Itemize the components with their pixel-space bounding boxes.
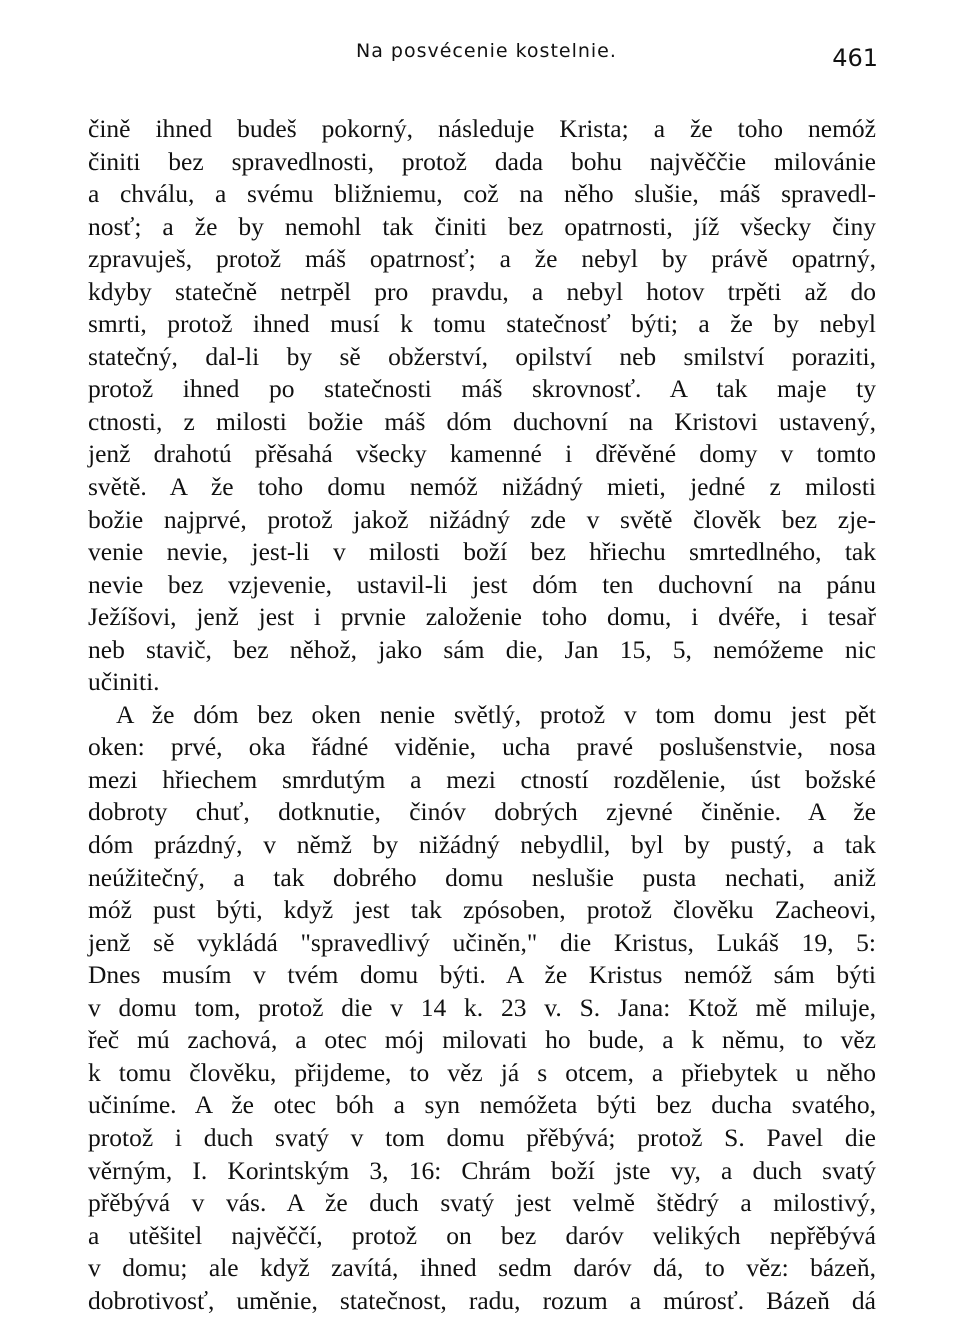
text-line: jenž drahotú přěsahá všecky kamenné i dřěvěné domy v tomto — [88, 439, 876, 469]
text-line: neb stavič, bez něhož, jako sám die, Jan 15, 5, nemóžeme nic — [88, 634, 876, 664]
text-line: světě. A že toho domu nemóž nižádný mieti, jedné z milosti — [88, 472, 876, 502]
text-line: čině ihned budeš pokorný, následuje Krista; a že toho nemóž — [88, 114, 876, 143]
text-line: móž pust býti, když jest tak zpósoben, protož člověku Zacheovi, — [88, 895, 876, 925]
text-line: a chválu, a svému bližniemu, což na něho slušie, máš spravedl- — [88, 179, 876, 209]
page-number: 461 — [832, 44, 878, 72]
text-line: věrným, I. Korintským 3, 16: Chrám boží jste vy, a duch svatý — [88, 1155, 876, 1185]
text-line: božie najprvé, protož jakož nižádný zde v světě člověk bez zje- — [88, 504, 876, 534]
text-line: dóm prázdný, v němž by nižádný nebydlil, byl by pustý, a tak — [88, 830, 876, 860]
text-line: učiníme. A že otec bóh a syn nemóžeta býti bez ducha svatého, — [88, 1090, 876, 1120]
text-line: neúžitečný, a tak dobrého domu neslušie pusta nechati, aniž — [88, 862, 876, 892]
text-line: řeč mú zachová, a otec mój milovati ho bude, a k němu, to věz — [88, 1025, 876, 1055]
text-line: kdyby statečně netrpěl pro pravdu, a nebyl hotov trpěti až do — [88, 276, 876, 306]
text-line: učiniti. — [88, 667, 160, 697]
running-title: Na posvécenie kostelnie. — [356, 40, 617, 62]
text-line: nevie bez vzjevenie, ustavil-li jest dóm ten duchovní na pánu — [88, 569, 876, 599]
text-line: a utěšitel najvěččí, protož on bez daróv velikých nepřěbývá — [88, 1220, 876, 1250]
text-line: v domu; ale když zavítá, ihned sedm daróv dá, to věz: bázeň, — [88, 1253, 876, 1283]
text-line: k tomu člověku, přijdeme, to věz já s otcem, a přiebytek u něho — [88, 1057, 876, 1087]
paragraph-1 — [88, 113, 876, 699]
text-line: zpravuješ, protož máš opatrnosť; a že nebyl by právě opatrný, — [88, 244, 876, 274]
text-line: dobrotivosť, uměnie, statečnost, radu, rozum a múrosť. Bázeň dá — [88, 1285, 876, 1315]
text-line: dobroty chuť, dotknutie, činóv dobrých zjevné činěnie. A že — [88, 797, 876, 827]
text-line: přěbývá v vás. A že duch svatý jest velmě štědrý a milostivý, — [88, 1188, 876, 1218]
text-line: venie nevie, jest-li v milosti boží bez hřiechu smrtedlného, tak — [88, 537, 876, 567]
text-line: statečný, dal-li by sě obžerství, opilství neb smilství poraziti, — [88, 341, 876, 371]
text-line: A že dóm bez oken nenie světlý, protož v tom domu jest pět — [116, 699, 876, 729]
text-line: Dnes musím v tvém domu býti. A že Kristus nemóž sám býti — [88, 960, 876, 990]
text-line: jenž sě vykládá "spravedlivý učiněn," die Kristus, Lukáš 19, 5: — [88, 927, 876, 957]
paragraph-2 — [88, 699, 876, 1317]
text-line: v domu tom, protož die v 14 k. 23 v. S. Jana: Ktož mě miluje, — [88, 992, 876, 1022]
text-line: protož ihned po statečnosti máš skrovnosť. A tak maje ty — [88, 374, 876, 404]
text-line: smrti, protož ihned musí k tomu statečnosť býti; a že by nebyl — [88, 309, 876, 339]
text-line: Ježíšovi, jenž jest i prvnie založenie toho domu, i dvéře, i tesař — [88, 602, 876, 632]
text-line: protož i duch svatý v tom domu přěbývá; protož S. Pavel die — [88, 1122, 876, 1152]
text-line: nosť; a že by nemohl tak činiti bez opatrnosti, jíž všecky činy — [88, 211, 876, 241]
text-line: mezi hřiechem smrdutým a mezi ctností rozdělenie, úst božské — [88, 764, 876, 794]
text-line: činiti bez spravedlnosti, protož dada bohu najvěččie milovánie — [88, 146, 876, 176]
text-line: ctnosti, z milosti božie máš dóm duchovní na Kristovi ustavený, — [88, 406, 876, 436]
body-text — [88, 113, 876, 1317]
text-line: oken: prvé, oka řádné viděnie, ucha pravé poslušenstvie, nosa — [88, 732, 876, 762]
